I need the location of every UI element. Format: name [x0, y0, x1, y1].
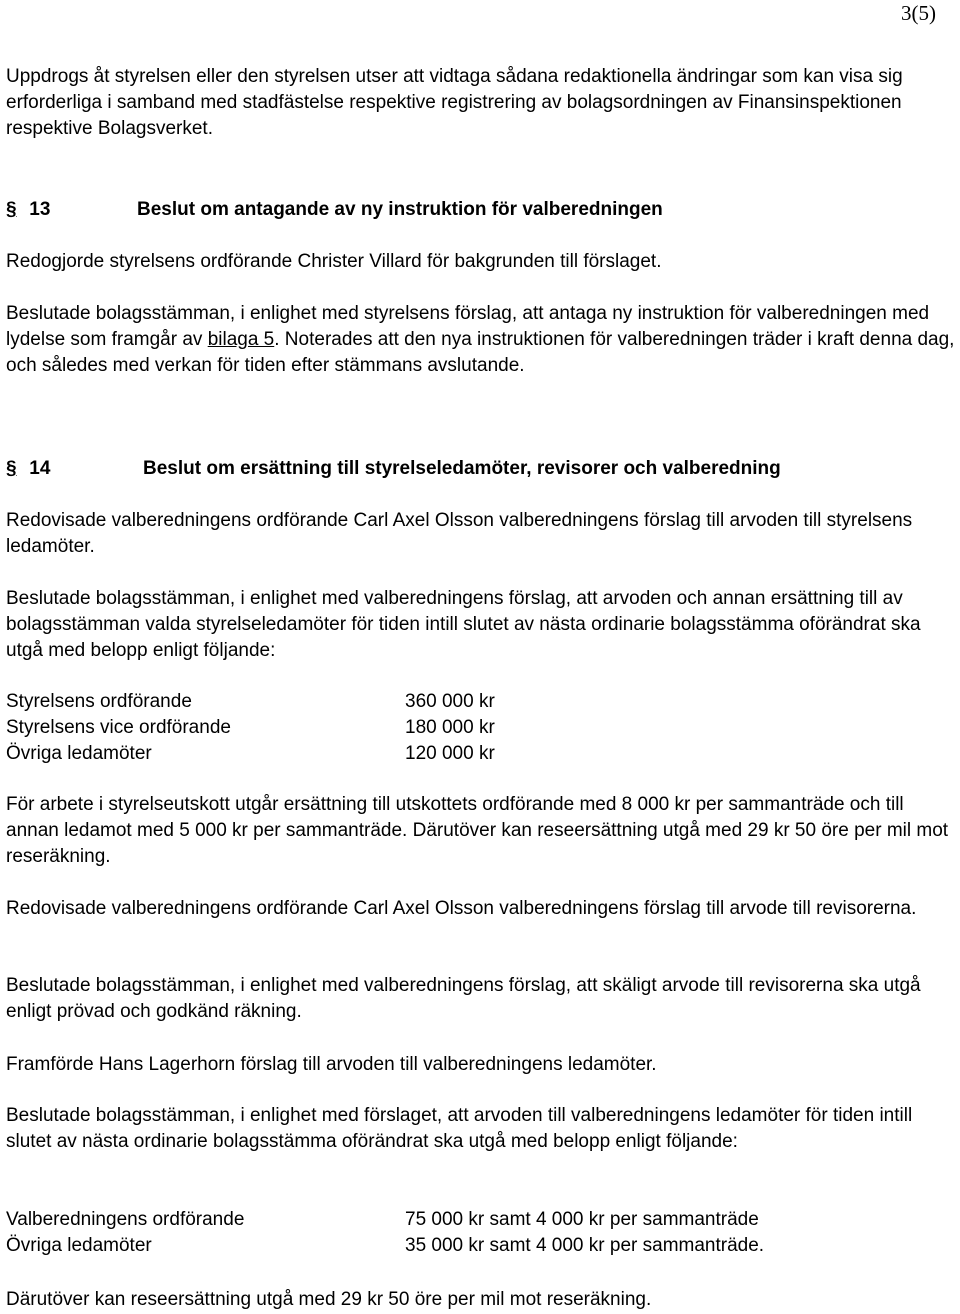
- section-14-heading: [6, 456, 781, 482]
- section-14-paragraph-1: Redovisade valberedningens ordförande Carl Axel Olsson valberedningens förslag till arvoden till styrelsens ledamöter.: [6, 510, 913, 557]
- section-14-paragraph-2: Beslutade bolagsstämman, i enlighet med valberedningens förslag, att arvoden och annan ersättning till av bolagsstämman valda styrelseledamöter för tiden intill slutet av nästa ordinarie bolagsstämma oförändrat ska utgå med belopp enligt följande:: [6, 588, 921, 661]
- section-14-paragraph-7: Beslutade bolagsstämman, i enlighet med förslaget, att arvoden till valberedningens ledamöter för tiden intill slutet av nästa ordinarie bolagsstämma oförändrat ska utgå med belopp enligt följande:: [6, 1105, 913, 1152]
- fee-label: Styrelsens ordförande: [6, 691, 192, 712]
- section-14-paragraph-5: Beslutade bolagsstämman, i enlighet med valberedningens förslag, att skäligt arvode till revisorerna ska utgå enligt prövad och godkänd räkning.: [6, 975, 921, 1022]
- fee-label: Övriga ledamöter: [6, 743, 152, 764]
- fee-value: 360 000 kr: [405, 691, 495, 712]
- section-title: Beslut om antagande av ny instruktion för valberedningen: [137, 199, 663, 220]
- intro-paragraph: Uppdrogs åt styrelsen eller den styrelsen utser att vidtaga sådana redaktionella ändringar som kan visa sig erforderliga i samband med stadfästelse respektive registrering av bolagsordningen av Finansinspektionen respektive Bolagsverket.: [6, 66, 903, 139]
- section-title: Beslut om ersättning till styrelseledamöter, revisorer och valberedning: [143, 458, 781, 479]
- attachment-link[interactable]: bilaga 5: [207, 329, 275, 350]
- section-number: 13: [29, 199, 51, 220]
- section-14-paragraph-3: För arbete i styrelseutskott utgår ersättning till utskottets ordförande med 8 000 kr per sammanträde och till annan ledamot med 5 000 kr per sammanträde. Därutöver kan reseersättning utgå med 29 kr 50 öre per mil mot reseräkning.: [6, 794, 949, 867]
- fee-value: 180 000 kr: [405, 717, 495, 738]
- section-symbol: §: [6, 458, 17, 479]
- fee-label: Styrelsens vice ordförande: [6, 717, 231, 738]
- section-number: 14: [29, 458, 51, 479]
- fee-value: 35 000 kr samt 4 000 kr per sammanträde.: [405, 1235, 765, 1256]
- fee-value: 120 000 kr: [405, 743, 495, 764]
- fee-value: 75 000 kr samt 4 000 kr per sammanträde: [405, 1209, 759, 1230]
- page-number: 3(5): [901, 1, 936, 25]
- fee-label: Valberedningens ordförande: [6, 1209, 245, 1230]
- fee-label: Övriga ledamöter: [6, 1235, 152, 1256]
- section-13-paragraph-1: Redogjorde styrelsens ordförande Christer Villard för bakgrunden till förslaget.: [6, 251, 662, 272]
- section-13-paragraph-2: Beslutade bolagsstämman, i enlighet med styrelsens förslag, att antaga ny instruktion för valberedningen med lydelse som framgår av bilaga 5. Noterades att den nya instruktionen för valberedningen träder i kraft denna dag, och således med verkan för tiden efter stämmans avslutande.: [6, 303, 955, 376]
- section-14-paragraph-8: Därutöver kan reseersättning utgå med 29 kr 50 öre per mil mot reseräkning.: [6, 1289, 652, 1310]
- section-14-paragraph-6: Framförde Hans Lagerhorn förslag till arvoden till valberedningens ledamöter.: [6, 1054, 657, 1075]
- section-13-heading: [6, 197, 663, 223]
- section-symbol: §: [6, 199, 17, 220]
- section-14-paragraph-4: Redovisade valberedningens ordförande Carl Axel Olsson valberedningens förslag till arvode till revisorerna.: [6, 898, 917, 919]
